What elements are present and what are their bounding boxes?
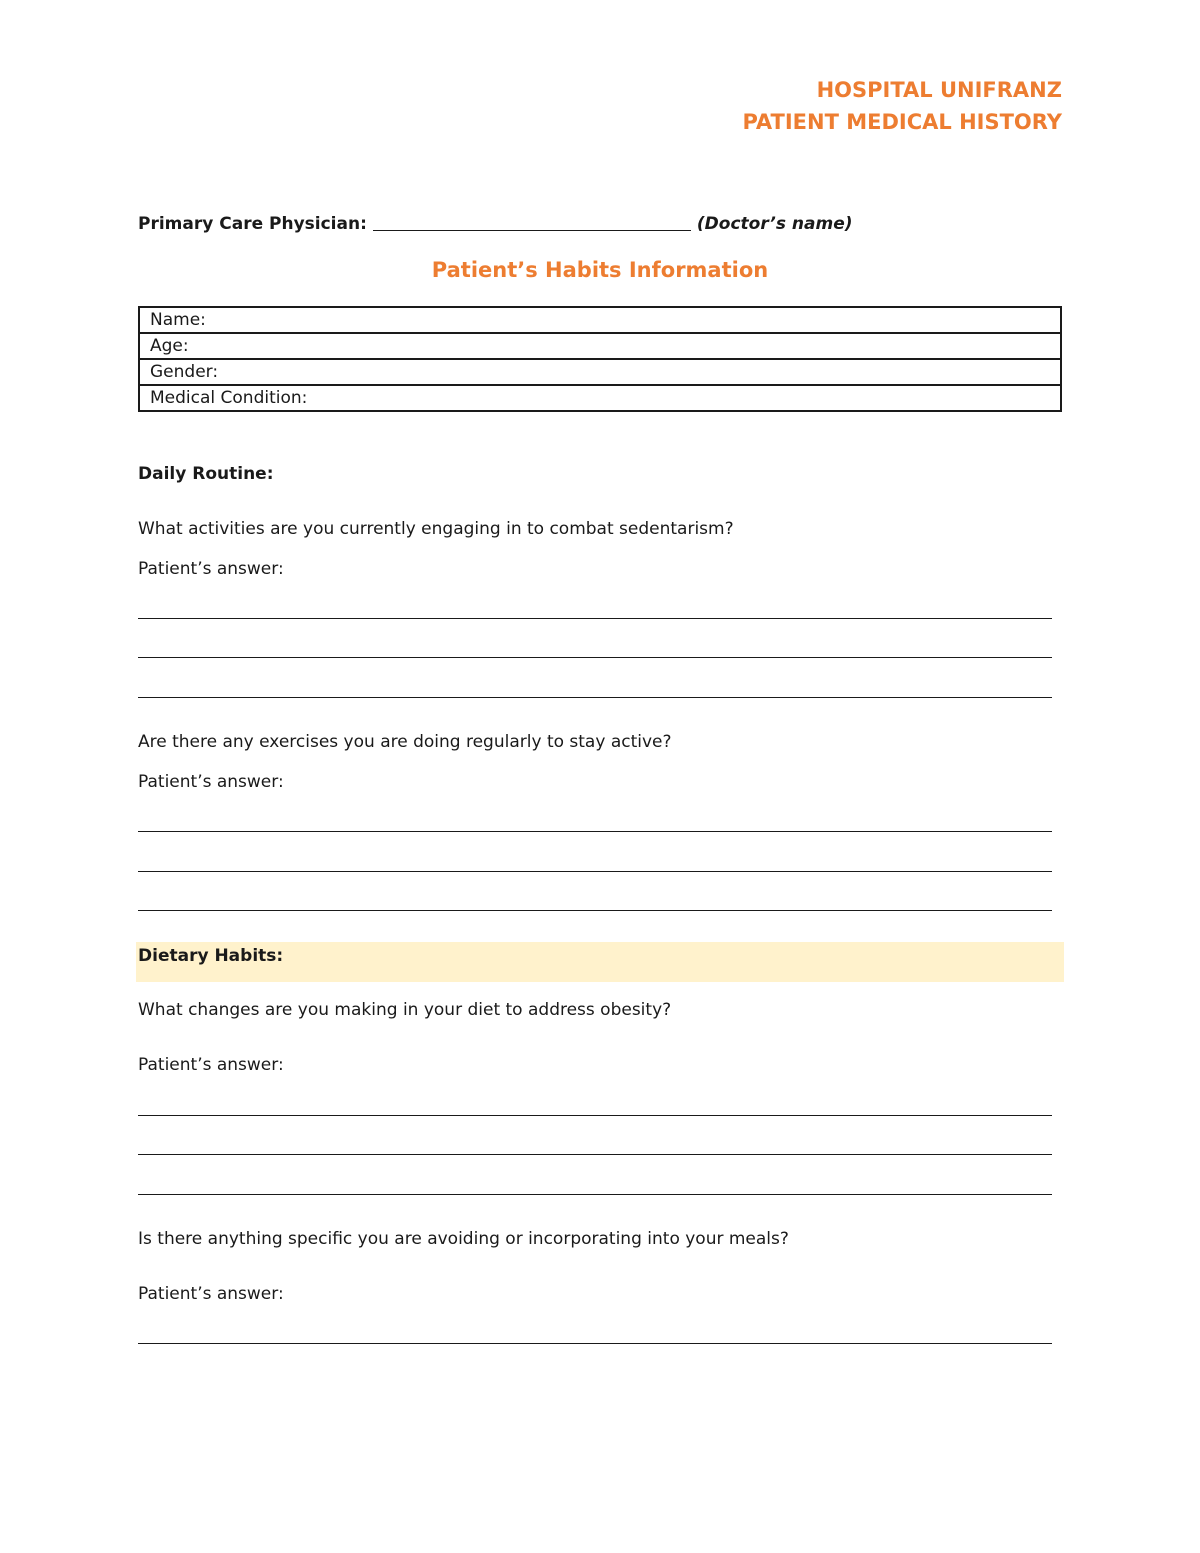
table-row (139, 359, 1061, 385)
daily-routine-question-1: What activities are you currently engaging in to combat sedentarism? (138, 519, 734, 539)
gender-cell[interactable]: Gender: (139, 359, 1061, 385)
answer-line[interactable] (138, 1115, 1052, 1116)
answer-line[interactable] (138, 1154, 1052, 1155)
answer-line[interactable] (138, 618, 1052, 619)
dietary-habits-question-1: What changes are you making in your diet to address obesity? (138, 1000, 672, 1020)
medical-condition-cell[interactable]: Medical Condition: (139, 385, 1061, 411)
daily-routine-heading: Daily Routine: (138, 464, 274, 484)
patient-info-table (138, 306, 1062, 412)
dietary-habits-heading: Dietary Habits: (138, 946, 284, 966)
dietary-habits-question-2: Is there anything specific you are avoiding or incorporating into your meals? (138, 1229, 789, 1249)
answer-line[interactable] (138, 657, 1052, 658)
answer-line[interactable] (138, 697, 1052, 698)
answer-label: Patient’s answer: (138, 772, 284, 792)
answer-line[interactable] (138, 871, 1052, 872)
physician-label: Primary Care Physician: (138, 214, 367, 234)
answer-line[interactable] (138, 910, 1052, 911)
physician-blank-line[interactable] (373, 230, 691, 231)
daily-routine-question-2: Are there any exercises you are doing regularly to stay active? (138, 732, 672, 752)
answer-line[interactable] (138, 831, 1052, 832)
age-cell[interactable]: Age: (139, 333, 1061, 359)
answer-line[interactable] (138, 1194, 1052, 1195)
name-cell[interactable]: Name: (139, 307, 1061, 333)
section-title: Patient’s Habits Information (431, 258, 769, 282)
table-row (139, 307, 1061, 333)
answer-label: Patient’s answer: (138, 1284, 284, 1304)
document-header (742, 74, 1062, 138)
answer-label: Patient’s answer: (138, 1055, 284, 1075)
physician-field (138, 214, 853, 234)
document-title: PATIENT MEDICAL HISTORY (742, 110, 1062, 134)
answer-label: Patient’s answer: (138, 559, 284, 579)
physician-hint: (Doctor’s name) (696, 214, 853, 234)
answer-line[interactable] (138, 1343, 1052, 1344)
table-row (139, 333, 1061, 359)
table-row (139, 385, 1061, 411)
hospital-name: HOSPITAL UNIFRANZ (816, 78, 1062, 102)
